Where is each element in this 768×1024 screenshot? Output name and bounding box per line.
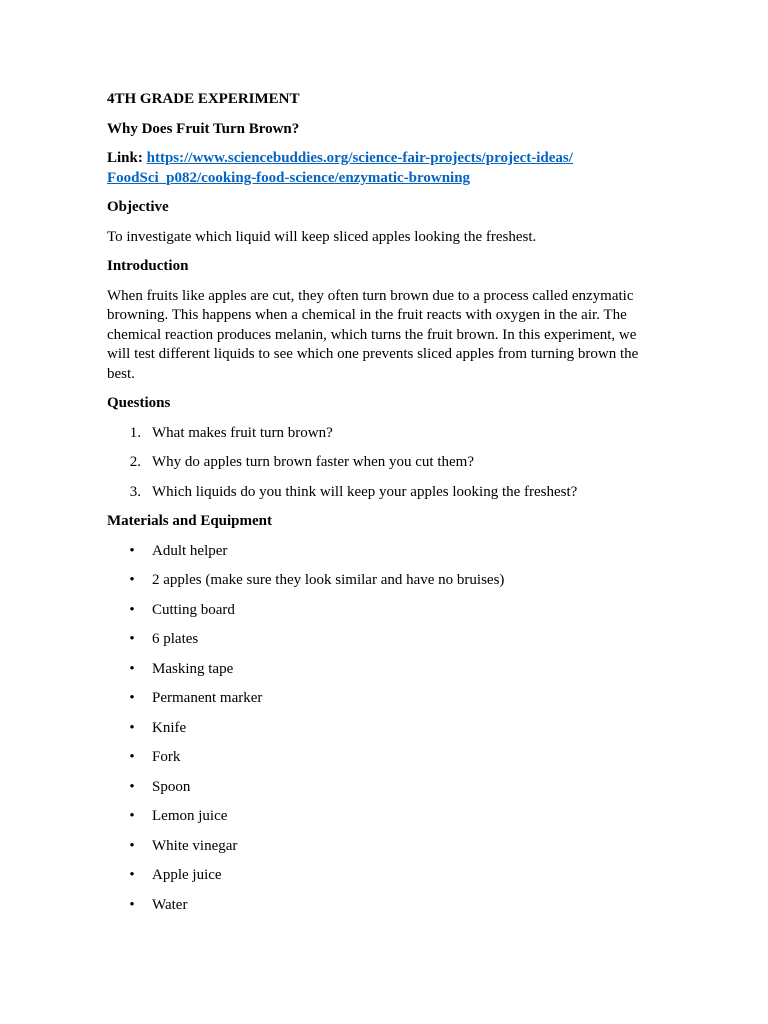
link-label: Link: [107,150,143,166]
material-item [107,689,647,709]
bullet-icon: • [129,837,135,854]
material-text: Water [152,896,188,913]
source-link[interactable] [107,150,573,186]
bullet-icon: • [129,749,135,765]
question-number: 1. [129,424,141,441]
material-text: Fork [152,749,181,765]
introduction-heading: Introduction [107,258,189,274]
objective-heading: Objective [107,199,169,215]
question-item [107,453,647,473]
materials-list [107,542,647,916]
source-link-line-2[interactable]: FoodSci_p082/cooking-food-science/enzymatic-browning [107,169,471,186]
material-text: Permanent marker [152,690,263,706]
questions-heading: Questions [107,395,171,411]
question-text: Which liquids do you think will keep your apples looking the freshest? [152,483,578,500]
material-item [107,778,647,798]
objective-text: To investigate which liquid will keep sliced apples looking the freshest. [107,228,537,245]
material-item [107,571,647,591]
questions-list [107,424,647,503]
bullet-icon: • [129,631,135,647]
material-text: Cutting board [152,601,235,618]
source-link-line-1[interactable]: https://www.sciencebuddies.org/science-fair-projects/project-ideas/ [146,150,573,166]
material-item [107,660,647,680]
material-text: 6 plates [152,631,199,647]
bullet-icon: • [129,572,135,588]
material-item [107,866,647,886]
material-text: Spoon [152,778,191,795]
bullet-icon: • [129,601,135,618]
document-body [107,90,647,925]
question-text: Why do apples turn brown faster when you cut them? [152,454,474,470]
material-text: Masking tape [152,660,234,677]
material-item [107,630,647,650]
bullet-icon: • [129,690,135,706]
material-item [107,807,647,827]
bullet-icon: • [129,867,135,883]
bullet-icon: • [129,719,135,736]
document-subtitle: Why Does Fruit Turn Brown? [107,120,300,137]
material-item [107,542,647,562]
question-number: 2. [129,454,141,470]
material-item [107,719,647,739]
document-title: 4TH GRADE EXPERIMENT [107,91,300,107]
bullet-icon: • [129,542,135,559]
material-text: Lemon juice [152,808,228,824]
material-text: Apple juice [152,867,222,883]
materials-heading: Materials and Equipment [107,513,273,529]
question-item [107,424,647,444]
introduction-text: When fruits like apples are cut, they often turn brown due to a process called enzymatic browning. This happens when a chemical in the fruit reacts with oxygen in the air. The chemical reaction produces melanin, which turns the fruit brown. In this experiment, we will test different liquids to see which one prevents sliced apples from turning brown the best. [107,287,639,382]
bullet-icon: • [129,896,135,913]
question-item [107,483,647,503]
material-item [107,896,647,916]
material-item [107,748,647,768]
bullet-icon: • [129,660,135,677]
link-paragraph [107,149,647,188]
material-text: White vinegar [152,837,238,854]
question-text: What makes fruit turn brown? [152,424,333,441]
question-number: 3. [129,483,141,500]
material-text: 2 apples (make sure they look similar and have no bruises) [152,572,505,588]
material-item [107,601,647,621]
material-item [107,837,647,857]
material-text: Adult helper [152,542,228,559]
material-text: Knife [152,719,187,736]
bullet-icon: • [129,778,135,795]
bullet-icon: • [129,808,135,824]
